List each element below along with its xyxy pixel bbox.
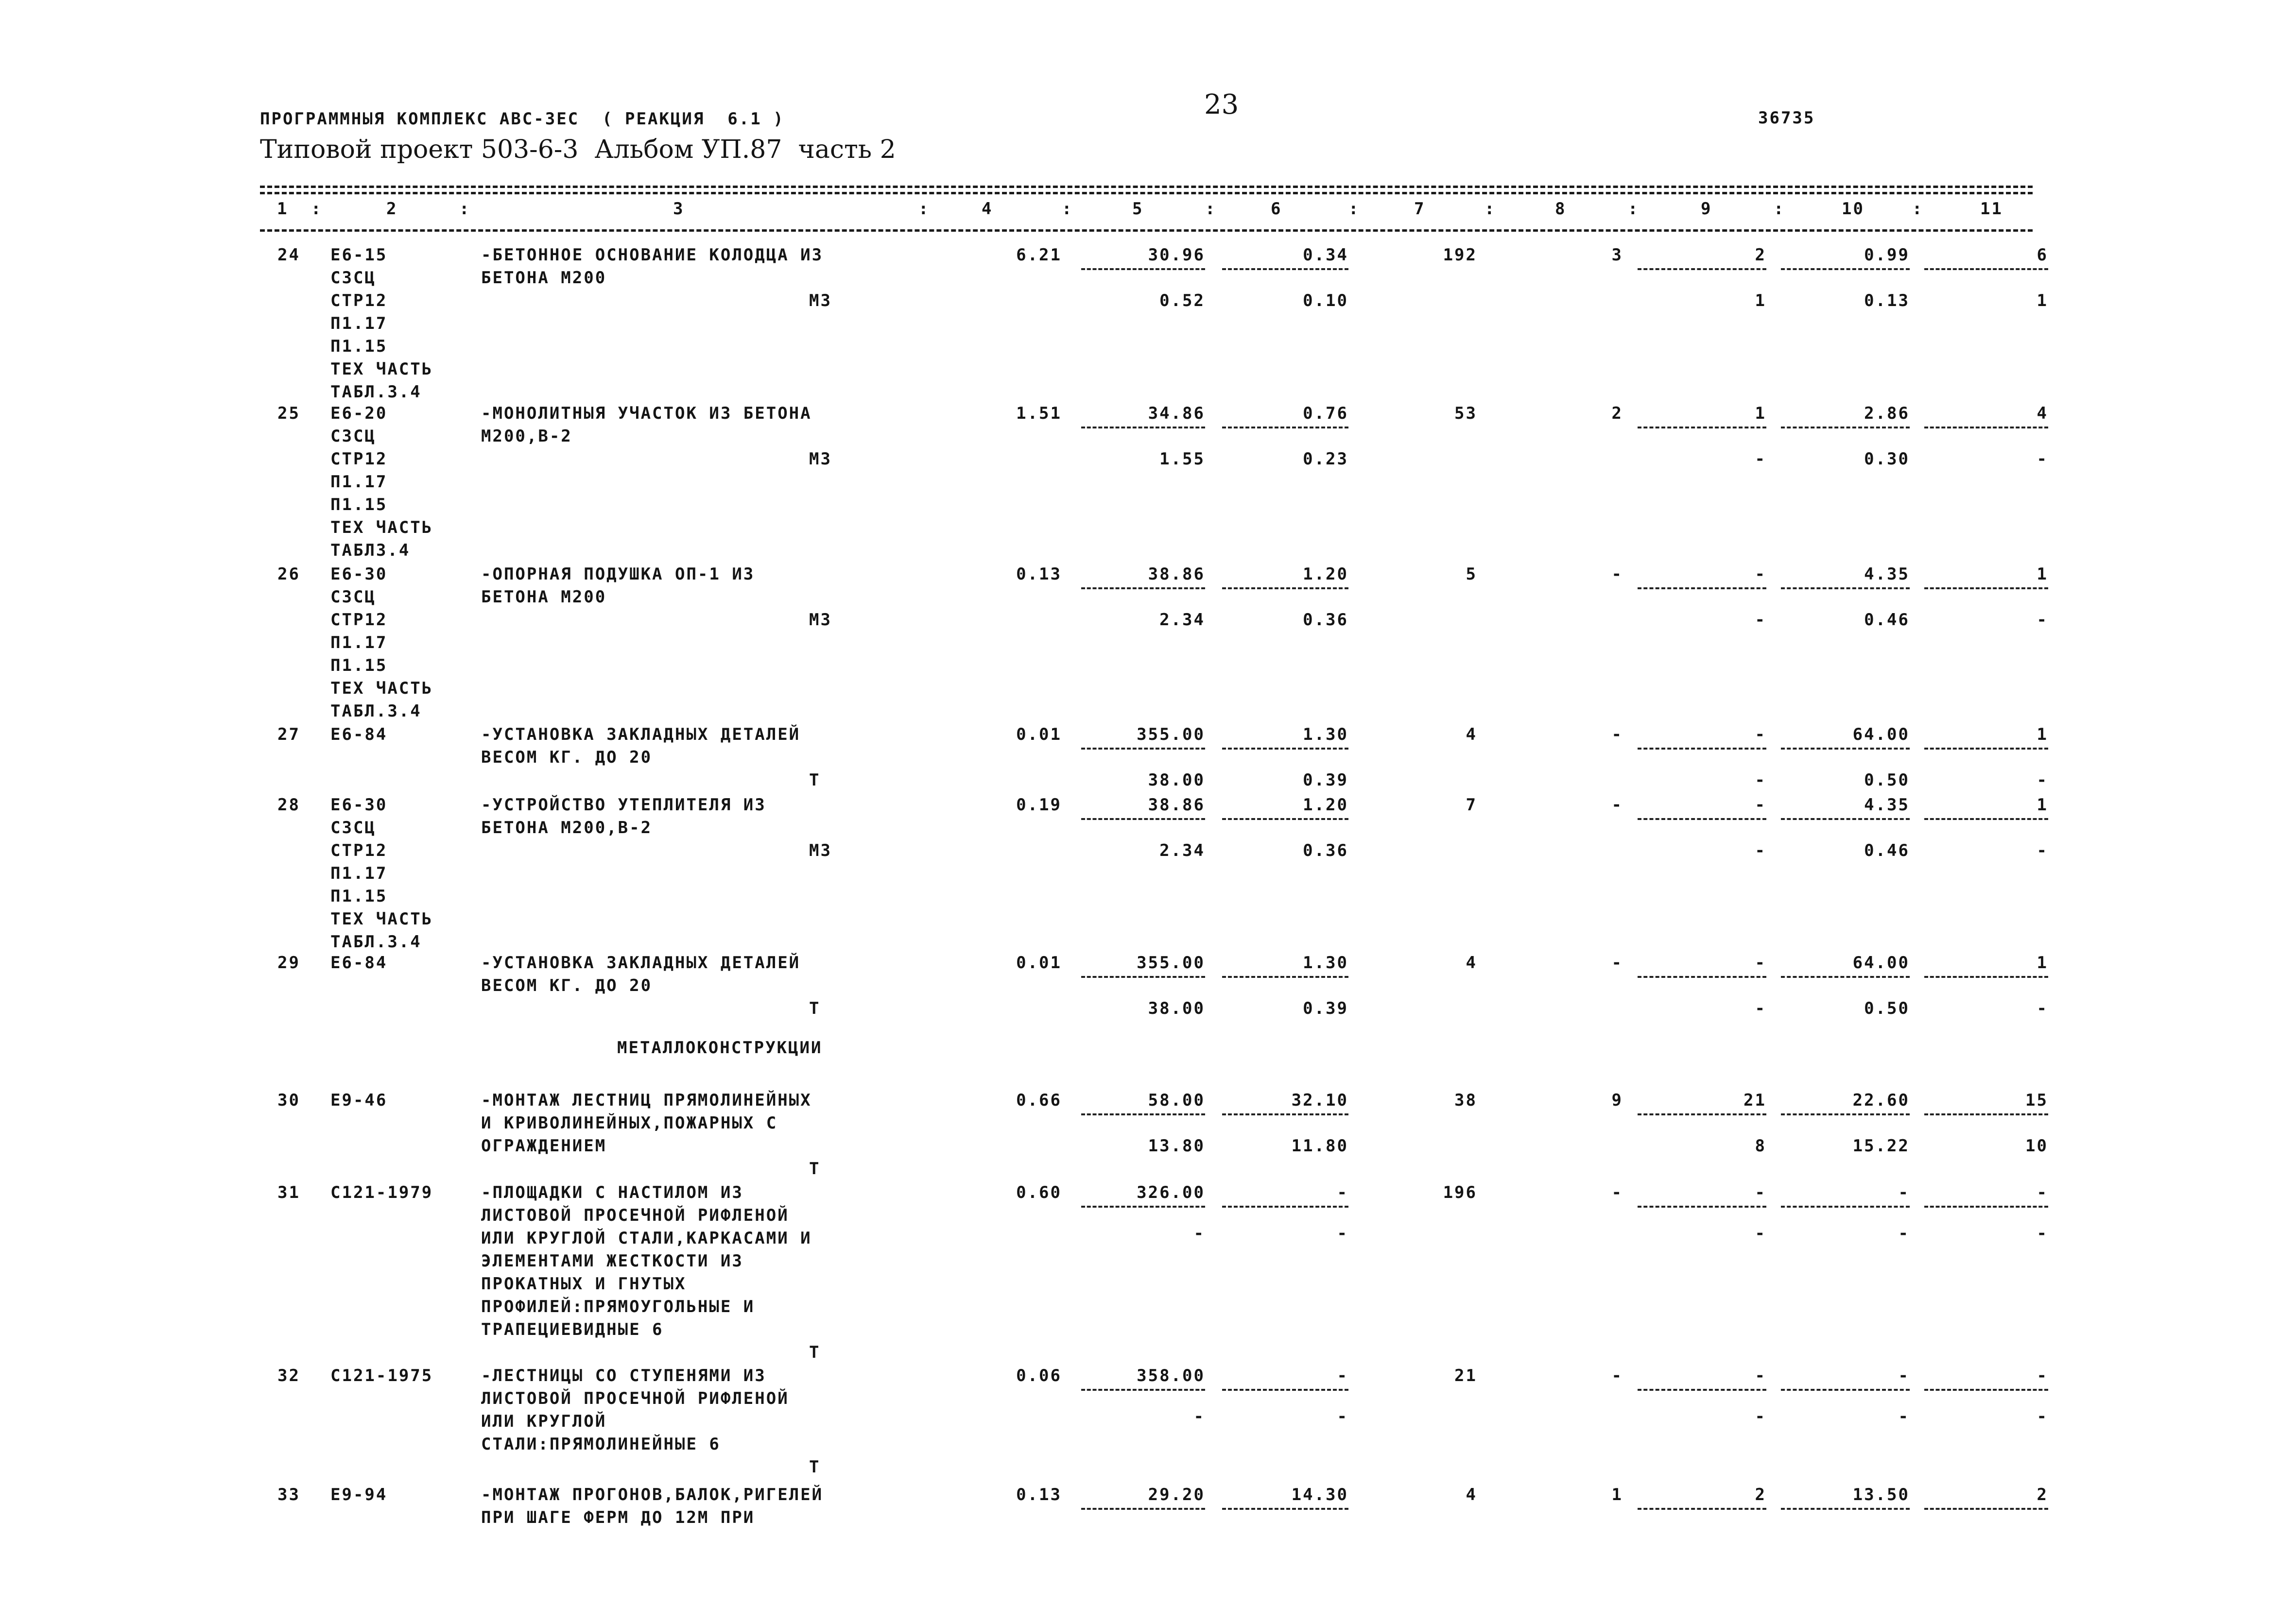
value-separator [1081,1389,1205,1391]
cell-c11: 1 [2037,725,2048,744]
cell-c9: 2 [1755,245,1766,265]
row-unit: Т [809,1343,821,1362]
value-separator [1081,1206,1205,1208]
cell-c6b: 0.10 [1303,291,1348,310]
cell-c5b: 2.34 [1159,610,1205,630]
cell-c10b: - [1898,1224,1910,1243]
value-separator [1638,1389,1766,1391]
row-code: Е6-20 [330,404,388,423]
cell-c10: 22.60 [1852,1091,1910,1110]
column-separator: : [1912,199,1924,219]
cell-c11b: - [2037,841,2048,860]
cell-c4: 1.51 [1016,404,1062,423]
cell-c9b: - [1755,1224,1766,1243]
cell-c5: 58.00 [1148,1091,1205,1110]
project-title: Типовой проект 503-6-3 Альбом УП.87 часть 2 [260,135,896,164]
cell-c10b: 15.22 [1852,1136,1910,1156]
row-code: Е6-30 [330,795,388,815]
row-code: П1.15 [330,656,388,675]
cell-c6b: 11.80 [1291,1136,1348,1156]
column-separator: : [1628,199,1640,219]
cell-c10: 4.35 [1864,795,1910,815]
row-code: С3СЦ [330,587,376,607]
cell-c11: - [2037,1183,2048,1202]
column-separator: : [459,199,471,219]
cell-c5: 355.00 [1137,725,1205,744]
value-separator [1924,1113,2048,1115]
cell-c11b: - [2037,770,2048,790]
cell-c6: 1.30 [1303,953,1348,973]
column-header-c6: 6 [1271,199,1282,219]
row-description: БЕТОНА М200 [481,268,607,288]
cell-c7: 7 [1466,795,1477,815]
row-code: П1.17 [330,314,388,333]
value-separator [1081,818,1205,820]
row-code: ТАБЛ.3.4 [330,701,422,721]
value-separator [1638,748,1766,750]
cell-c7: 21 [1454,1366,1477,1385]
cell-c10b: - [1898,1407,1910,1426]
cell-c9b: - [1755,449,1766,469]
row-code: Е6-84 [330,725,388,744]
value-separator [1924,748,2048,750]
value-separator [1924,587,2048,589]
row-code: С3СЦ [330,268,376,288]
row-description: -ПЛОЩАДКИ С НАСТИЛОМ ИЗ [481,1183,743,1202]
column-header-c2: 2 [386,199,398,219]
row-description: ОГРАЖДЕНИЕМ [481,1136,607,1156]
cell-c5b: - [1193,1407,1205,1426]
cell-c10: - [1898,1366,1910,1385]
value-separator [1222,427,1348,428]
column-separator: : [311,199,323,219]
value-separator [1924,1508,2048,1510]
row-code: Е6-15 [330,245,388,265]
cell-c9: - [1755,725,1766,744]
value-separator [1781,748,1910,750]
value-separator [1222,818,1348,820]
cell-c8: - [1611,953,1623,973]
row-code: ТЕХ ЧАСТЬ [330,518,433,537]
column-separator: : [1485,199,1496,219]
row-code: П1.17 [330,472,388,492]
column-header-c5: 5 [1132,199,1144,219]
row-code: ТЕХ ЧАСТЬ [330,359,433,379]
cell-c9: - [1755,1366,1766,1385]
cell-c5: 30.96 [1148,245,1205,265]
row-code: ТАБЛ.3.4 [330,382,422,402]
cell-c6: - [1337,1183,1348,1202]
cell-c7: 53 [1454,404,1477,423]
row-description: ТРАПЕЦИЕВИДНЫЕ 6 [481,1320,664,1339]
cell-c7: 4 [1466,1485,1477,1504]
cell-c8: 2 [1611,404,1623,423]
cell-c6b: 0.39 [1303,770,1348,790]
cell-c7: 192 [1443,245,1477,265]
row-number: 30 [277,1091,300,1110]
value-separator [1222,1508,1348,1510]
row-code: ТЕХ ЧАСТЬ [330,679,433,698]
column-separator: : [1774,199,1785,219]
row-unit: Т [809,999,821,1018]
cell-c6: 1.20 [1303,795,1348,815]
row-unit: М3 [809,841,832,860]
cell-c5: 38.86 [1148,564,1205,584]
row-description: ВЕСОМ КГ. ДО 20 [481,976,653,995]
row-code: Е6-30 [330,564,388,584]
value-separator [1924,1206,2048,1208]
column-header-c3: 3 [673,199,685,219]
cell-c11: 1 [2037,795,2048,815]
row-description: -МОНТАЖ ПРОГОНОВ,БАЛОК,РИГЕЛЕЙ [481,1485,824,1504]
cell-c10: 64.00 [1852,725,1910,744]
row-description: СТАЛИ:ПРЯМОЛИНЕЙНЫЕ 6 [481,1435,721,1454]
value-separator [1924,976,2048,978]
value-separator [1638,587,1766,589]
header-rule-top-2 [260,192,2033,194]
row-code: СТР12 [330,449,388,469]
cell-c9: - [1755,1183,1766,1202]
row-code: СТР12 [330,841,388,860]
row-code: ТАБЛ3.4 [330,541,411,560]
cell-c6b: 0.36 [1303,841,1348,860]
cell-c6: 0.34 [1303,245,1348,265]
cell-c7: 4 [1466,953,1477,973]
value-separator [1781,587,1910,589]
row-description: -ЛЕСТНИЦЫ СО СТУПЕНЯМИ ИЗ [481,1366,766,1385]
cell-c5: 38.86 [1148,795,1205,815]
value-separator [1222,1389,1348,1391]
value-separator [1781,1508,1910,1510]
row-code: ТЕХ ЧАСТЬ [330,909,433,929]
row-description: ПРОФИЛЕЙ:ПРЯМОУГОЛЬНЫЕ И [481,1297,755,1316]
cell-c8: - [1611,1366,1623,1385]
row-description: ИЛИ КРУГЛОЙ [481,1412,607,1431]
value-separator [1638,268,1766,270]
cell-c11: 4 [2037,404,2048,423]
row-description: ИЛИ КРУГЛОЙ СТАЛИ,КАРКАСАМИ И [481,1229,812,1248]
row-code: С3СЦ [330,818,376,837]
section-heading: МЕТАЛЛОКОНСТРУКЦИИ [617,1038,823,1058]
cell-c8: - [1611,1183,1623,1202]
cell-c9b: - [1755,610,1766,630]
cell-c6: 14.30 [1291,1485,1348,1504]
cell-c11: - [2037,1366,2048,1385]
row-description: ПРИ ШАГЕ ФЕРМ ДО 12М ПРИ [481,1508,755,1527]
value-separator [1081,976,1205,978]
cell-c4: 0.01 [1016,725,1062,744]
cell-c11b: 10 [2025,1136,2048,1156]
cell-c10: 64.00 [1852,953,1910,973]
cell-c8: - [1611,564,1623,584]
value-separator [1081,1508,1205,1510]
value-separator [1638,976,1766,978]
cell-c10: 4.35 [1864,564,1910,584]
value-separator [1781,427,1910,428]
cell-c7: 38 [1454,1091,1477,1110]
cell-c11b: - [2037,999,2048,1018]
cell-c11: 15 [2025,1091,2048,1110]
value-separator [1781,1206,1910,1208]
row-unit: Т [809,1159,821,1179]
value-separator [1638,818,1766,820]
row-code: Е9-94 [330,1485,388,1504]
cell-c5b: - [1193,1224,1205,1243]
row-description: -УСТРОЙСТВО УТЕПЛИТЕЛЯ ИЗ [481,795,766,815]
row-code: П1.17 [330,633,388,652]
cell-c10: - [1898,1183,1910,1202]
column-header-c7: 7 [1414,199,1426,219]
cell-c5b: 1.55 [1159,449,1205,469]
column-header-c4: 4 [982,199,993,219]
cell-c5b: 38.00 [1148,999,1205,1018]
cell-c11b: - [2037,610,2048,630]
cell-c11b: - [2037,1407,2048,1426]
column-header-c11: 11 [1980,199,2003,219]
row-code: СТР12 [330,291,388,310]
cell-c11: 1 [2037,953,2048,973]
cell-c9b: - [1755,1407,1766,1426]
value-separator [1222,976,1348,978]
value-separator [1924,427,2048,428]
column-header-c1: 1 [277,199,289,219]
row-description: -БЕТОННОЕ ОСНОВАНИЕ КОЛОДЦА ИЗ [481,245,824,265]
cell-c9b: - [1755,999,1766,1018]
row-number: 33 [277,1485,300,1504]
row-unit: М3 [809,291,832,310]
column-separator: : [1348,199,1360,219]
cell-c6: 0.76 [1303,404,1348,423]
row-description: -МОНОЛИТНЫЯ УЧАСТОК ИЗ БЕТОНА [481,404,812,423]
cell-c5: 358.00 [1137,1366,1205,1385]
row-description: -УСТАНОВКА ЗАКЛАДНЫХ ДЕТАЛЕЙ [481,725,801,744]
row-code: Е9-46 [330,1091,388,1110]
cell-c9: - [1755,795,1766,815]
cell-c9: 21 [1744,1091,1766,1110]
row-description: М200,В-2 [481,427,572,446]
cell-c9: 2 [1755,1485,1766,1504]
cell-c11b: - [2037,1224,2048,1243]
value-separator [1222,587,1348,589]
row-number: 32 [277,1366,300,1385]
row-code: СТР12 [330,610,388,630]
value-separator [1222,268,1348,270]
value-separator [1781,818,1910,820]
column-header-c9: 9 [1701,199,1712,219]
cell-c4: 0.66 [1016,1091,1062,1110]
value-separator [1081,427,1205,428]
cell-c8: 9 [1611,1091,1623,1110]
value-separator [1781,1389,1910,1391]
value-separator [1638,427,1766,428]
row-code: П1.15 [330,495,388,514]
cell-c4: 0.01 [1016,953,1062,973]
cell-c6: 1.30 [1303,725,1348,744]
value-separator [1638,1113,1766,1115]
cell-c10b: 0.50 [1864,999,1910,1018]
row-number: 31 [277,1183,300,1202]
row-description: -ОПОРНАЯ ПОДУШКА ОП-1 ИЗ [481,564,755,584]
cell-c4: 0.13 [1016,564,1062,584]
row-description: БЕТОНА М200 [481,587,607,607]
cell-c10b: 0.13 [1864,291,1910,310]
cell-c5b: 2.34 [1159,841,1205,860]
cell-c10: 0.99 [1864,245,1910,265]
cell-c10: 13.50 [1852,1485,1910,1504]
cell-c5b: 0.52 [1159,291,1205,310]
cell-c7: 4 [1466,725,1477,744]
value-separator [1081,587,1205,589]
cell-c6b: 0.36 [1303,610,1348,630]
cell-c9b: 1 [1755,291,1766,310]
cell-c4: 6.21 [1016,245,1062,265]
row-code: ТАБЛ.3.4 [330,932,422,952]
cell-c8: - [1611,795,1623,815]
row-description: И КРИВОЛИНЕЙНЫХ,ПОЖАРНЫХ С [481,1113,778,1133]
cell-c6b: 0.39 [1303,999,1348,1018]
header-rule-bottom [260,229,2033,232]
cell-c10b: 0.50 [1864,770,1910,790]
cell-c6: 1.20 [1303,564,1348,584]
cell-c6: - [1337,1366,1348,1385]
cell-c10b: 0.46 [1864,610,1910,630]
cell-c6b: - [1337,1224,1348,1243]
cell-c9b: - [1755,841,1766,860]
value-separator [1638,1508,1766,1510]
row-code: С121-1975 [330,1366,433,1385]
row-description: -УСТАНОВКА ЗАКЛАДНЫХ ДЕТАЛЕЙ [481,953,801,973]
value-separator [1781,976,1910,978]
row-unit: Т [809,1457,821,1477]
value-separator [1781,1113,1910,1115]
cell-c6b: - [1337,1407,1348,1426]
row-number: 27 [277,725,300,744]
row-number: 26 [277,564,300,584]
cell-c9b: - [1755,770,1766,790]
cell-c4: 0.60 [1016,1183,1062,1202]
row-description: -МОНТАЖ ЛЕСТНИЦ ПРЯМОЛИНЕЙНЫХ [481,1091,812,1110]
cell-c9: 1 [1755,404,1766,423]
cell-c4: 0.06 [1016,1366,1062,1385]
row-code: С3СЦ [330,427,376,446]
column-header-c8: 8 [1555,199,1567,219]
row-number: 25 [277,404,300,423]
row-unit: М3 [809,449,832,469]
cell-c8: - [1611,725,1623,744]
cell-c11: 2 [2037,1485,2048,1504]
cell-c9: - [1755,953,1766,973]
value-separator [1081,748,1205,750]
cell-c5: 34.86 [1148,404,1205,423]
value-separator [1222,1113,1348,1115]
row-code: Е6-84 [330,953,388,973]
cell-c6: 32.10 [1291,1091,1348,1110]
column-separator: : [1205,199,1217,219]
cell-c5: 326.00 [1137,1183,1205,1202]
cell-c10b: 0.46 [1864,841,1910,860]
row-number: 28 [277,795,300,815]
row-description: ЛИСТОВОЙ ПРОСЕЧНОЙ РИФЛЕНОЙ [481,1389,789,1408]
column-separator: : [918,199,930,219]
cell-c9: - [1755,564,1766,584]
row-description: БЕТОНА М200,В-2 [481,818,653,837]
cell-c6b: 0.23 [1303,449,1348,469]
cell-c9b: 8 [1755,1136,1766,1156]
cell-c8: 3 [1611,245,1623,265]
cell-c7: 5 [1466,564,1477,584]
value-separator [1924,268,2048,270]
column-header-c10: 10 [1842,199,1864,219]
cell-c7: 196 [1443,1183,1477,1202]
cell-c5: 355.00 [1137,953,1205,973]
row-description: ЛИСТОВОЙ ПРОСЕЧНОЙ РИФЛЕНОЙ [481,1206,789,1225]
cell-c5b: 38.00 [1148,770,1205,790]
row-description: ВЕСОМ КГ. ДО 20 [481,748,653,767]
cell-c5b: 13.80 [1148,1136,1205,1156]
doc-number: 36735 [1758,108,1815,128]
row-number: 24 [277,245,300,265]
cell-c11: 6 [2037,245,2048,265]
row-description: ЭЛЕМЕНТАМИ ЖЕСТКОСТИ ИЗ [481,1251,743,1271]
cell-c10b: 0.30 [1864,449,1910,469]
cell-c5: 29.20 [1148,1485,1205,1504]
cell-c11b: - [2037,449,2048,469]
column-separator: : [1062,199,1073,219]
row-code: П1.15 [330,887,388,906]
cell-c11: 1 [2037,564,2048,584]
value-separator [1781,268,1910,270]
row-number: 29 [277,953,300,973]
row-unit: М3 [809,610,832,630]
cell-c8: 1 [1611,1485,1623,1504]
value-separator [1924,1389,2048,1391]
value-separator [1924,818,2048,820]
value-separator [1222,1206,1348,1208]
value-separator [1222,748,1348,750]
row-description: ПРОКАТНЫХ И ГНУТЫХ [481,1274,687,1294]
value-separator [1638,1206,1766,1208]
value-separator [1081,268,1205,270]
cell-c11b: 1 [2037,291,2048,310]
value-separator [1081,1113,1205,1115]
cell-c4: 0.19 [1016,795,1062,815]
row-code: С121-1979 [330,1183,433,1202]
row-code: П1.15 [330,337,388,356]
row-code: П1.17 [330,864,388,883]
cell-c4: 0.13 [1016,1485,1062,1504]
page-number: 23 [1204,89,1239,120]
row-unit: Т [809,770,821,790]
cell-c10: 2.86 [1864,404,1910,423]
program-header: ПРОГРАММНЫЯ КОМПЛЕКС АВС-3ЕС ( РЕАКЦИЯ 6.1 ) [260,109,785,129]
header-rule-top [260,186,2033,188]
